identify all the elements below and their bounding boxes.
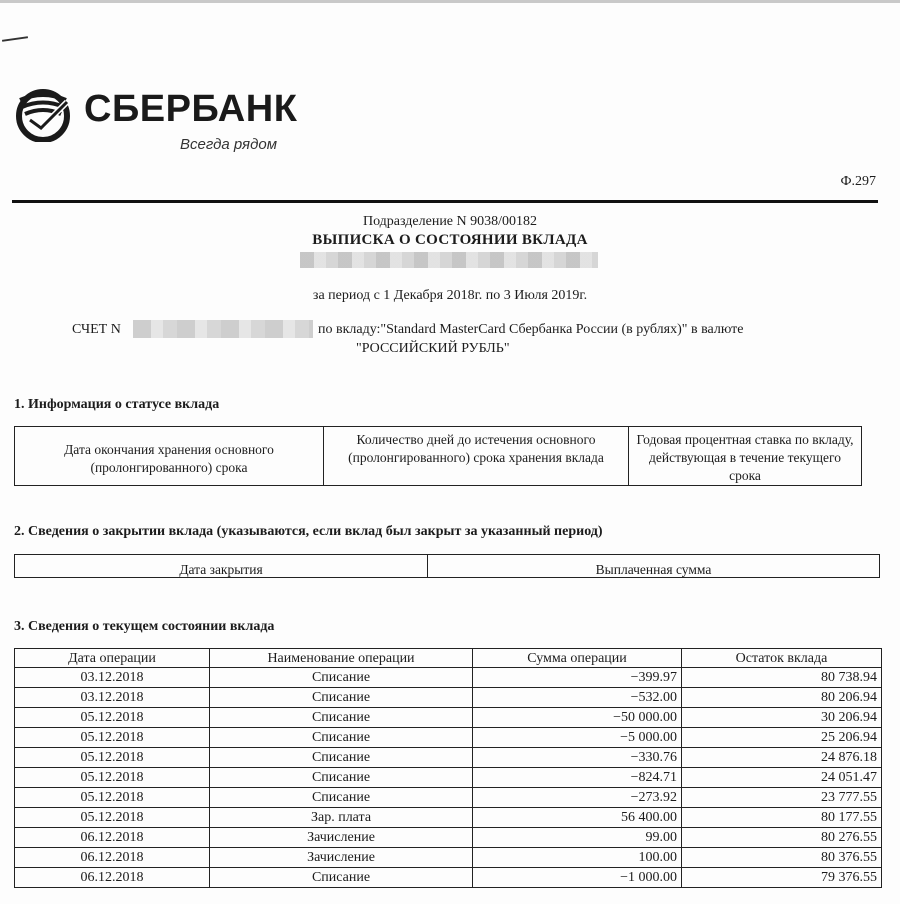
header-balance: Остаток вклада <box>682 649 882 668</box>
redacted-account-number <box>133 320 313 338</box>
cell-operation: Списание <box>210 668 473 688</box>
table-row <box>15 788 882 808</box>
cell-balance: 30 206.94 <box>682 708 882 728</box>
table-row <box>15 728 882 748</box>
cell-operation: Списание <box>210 708 473 728</box>
scan-edge <box>0 0 900 3</box>
cell-date: 03.12.2018 <box>15 688 210 708</box>
header-date: Дата операции <box>15 649 210 668</box>
cell-balance: 24 051.47 <box>682 768 882 788</box>
cell-amount: −330.76 <box>473 748 682 768</box>
header-operation: Наименование операции <box>210 649 473 668</box>
form-code: Ф.297 <box>840 174 876 189</box>
table-row <box>15 768 882 788</box>
cell-operation: Зачисление <box>210 848 473 868</box>
redacted-client-name <box>300 252 598 268</box>
cell-amount: −5 000.00 <box>473 728 682 748</box>
cell-balance: 23 777.55 <box>682 788 882 808</box>
cell-date: 05.12.2018 <box>15 788 210 808</box>
deposit-closure-table <box>14 554 880 578</box>
table-row <box>15 848 882 868</box>
cell-operation: Списание <box>210 788 473 808</box>
cell-amount: −532.00 <box>473 688 682 708</box>
cell-operation: Зачисление <box>210 828 473 848</box>
document-title: ВЫПИСКА О СОСТОЯНИИ ВКЛАДА <box>312 232 588 248</box>
table-row <box>15 828 882 848</box>
cell-operation: Списание <box>210 728 473 748</box>
table-header-row <box>15 649 882 668</box>
table-row <box>15 748 882 768</box>
table-row <box>15 868 882 888</box>
cell-operation: Списание <box>210 868 473 888</box>
bank-name: СБЕРБАНК <box>84 88 298 130</box>
cell-date: 05.12.2018 <box>15 808 210 828</box>
cell-balance: 80 376.55 <box>682 848 882 868</box>
column-end-date: Дата окончания хранения основного (пролонгированного) срока <box>15 427 324 486</box>
cell-operation: Списание <box>210 768 473 788</box>
section-2-title: 2. Сведения о закрытии вклада (указываются, если вклад был закрыт за указанный период) <box>14 524 603 539</box>
column-interest-rate: Годовая процентная ставка по вкладу, действующая в течение текущего срока <box>629 427 862 486</box>
table-row <box>15 708 882 728</box>
sberbank-emblem-icon <box>12 86 74 142</box>
subdivision: Подразделение N 9038/00182 <box>362 214 538 229</box>
statement-period: за период с 1 Декабря 2018г. по 3 Июля 2019г. <box>312 288 588 303</box>
table-row <box>15 688 882 708</box>
section-3-title: 3. Сведения о текущем состоянии вклада <box>14 619 275 634</box>
operations-table <box>14 648 882 888</box>
cell-balance: 24 876.18 <box>682 748 882 768</box>
table-row <box>15 808 882 828</box>
header-divider <box>12 200 878 203</box>
cell-amount: −824.71 <box>473 768 682 788</box>
cell-operation: Списание <box>210 688 473 708</box>
account-label: СЧЕТ N <box>72 322 121 337</box>
cell-amount: −273.92 <box>473 788 682 808</box>
cell-amount: 56 400.00 <box>473 808 682 828</box>
cell-date: 06.12.2018 <box>15 828 210 848</box>
operations-body <box>15 668 882 888</box>
sberbank-logo <box>12 86 302 156</box>
section-1-title: 1. Информация о статусе вклада <box>14 397 220 412</box>
cell-balance: 80 276.55 <box>682 828 882 848</box>
account-description: по вкладу:"Standard MasterCard Сбербанка России (в рублях)" в валюте <box>318 322 744 337</box>
header-amount: Сумма операции <box>473 649 682 668</box>
cell-amount: −50 000.00 <box>473 708 682 728</box>
deposit-status-table <box>14 426 862 486</box>
cell-balance: 25 206.94 <box>682 728 882 748</box>
cell-date: 03.12.2018 <box>15 668 210 688</box>
cell-date: 05.12.2018 <box>15 748 210 768</box>
cell-balance: 79 376.55 <box>682 868 882 888</box>
cell-amount: 99.00 <box>473 828 682 848</box>
cell-date: 06.12.2018 <box>15 868 210 888</box>
cell-balance: 80 738.94 <box>682 668 882 688</box>
account-currency: "РОССИЙСКИЙ РУБЛЬ" <box>356 341 510 356</box>
cell-date: 06.12.2018 <box>15 848 210 868</box>
cell-date: 05.12.2018 <box>15 728 210 748</box>
cell-balance: 80 206.94 <box>682 688 882 708</box>
cell-amount: −1 000.00 <box>473 868 682 888</box>
column-paid-amount: Выплаченная сумма <box>428 555 880 578</box>
cell-operation: Зар. плата <box>210 808 473 828</box>
table-row <box>15 668 882 688</box>
bank-slogan: Всегда рядом <box>180 136 277 153</box>
cell-date: 05.12.2018 <box>15 768 210 788</box>
cell-amount: −399.97 <box>473 668 682 688</box>
pen-mark <box>2 36 28 42</box>
cell-operation: Списание <box>210 748 473 768</box>
column-days-left: Количество дней до истечения основного (пролонгированного) срока хранения вклада <box>324 427 629 486</box>
cell-balance: 80 177.55 <box>682 808 882 828</box>
column-closure-date: Дата закрытия <box>15 555 428 578</box>
cell-amount: 100.00 <box>473 848 682 868</box>
cell-date: 05.12.2018 <box>15 708 210 728</box>
